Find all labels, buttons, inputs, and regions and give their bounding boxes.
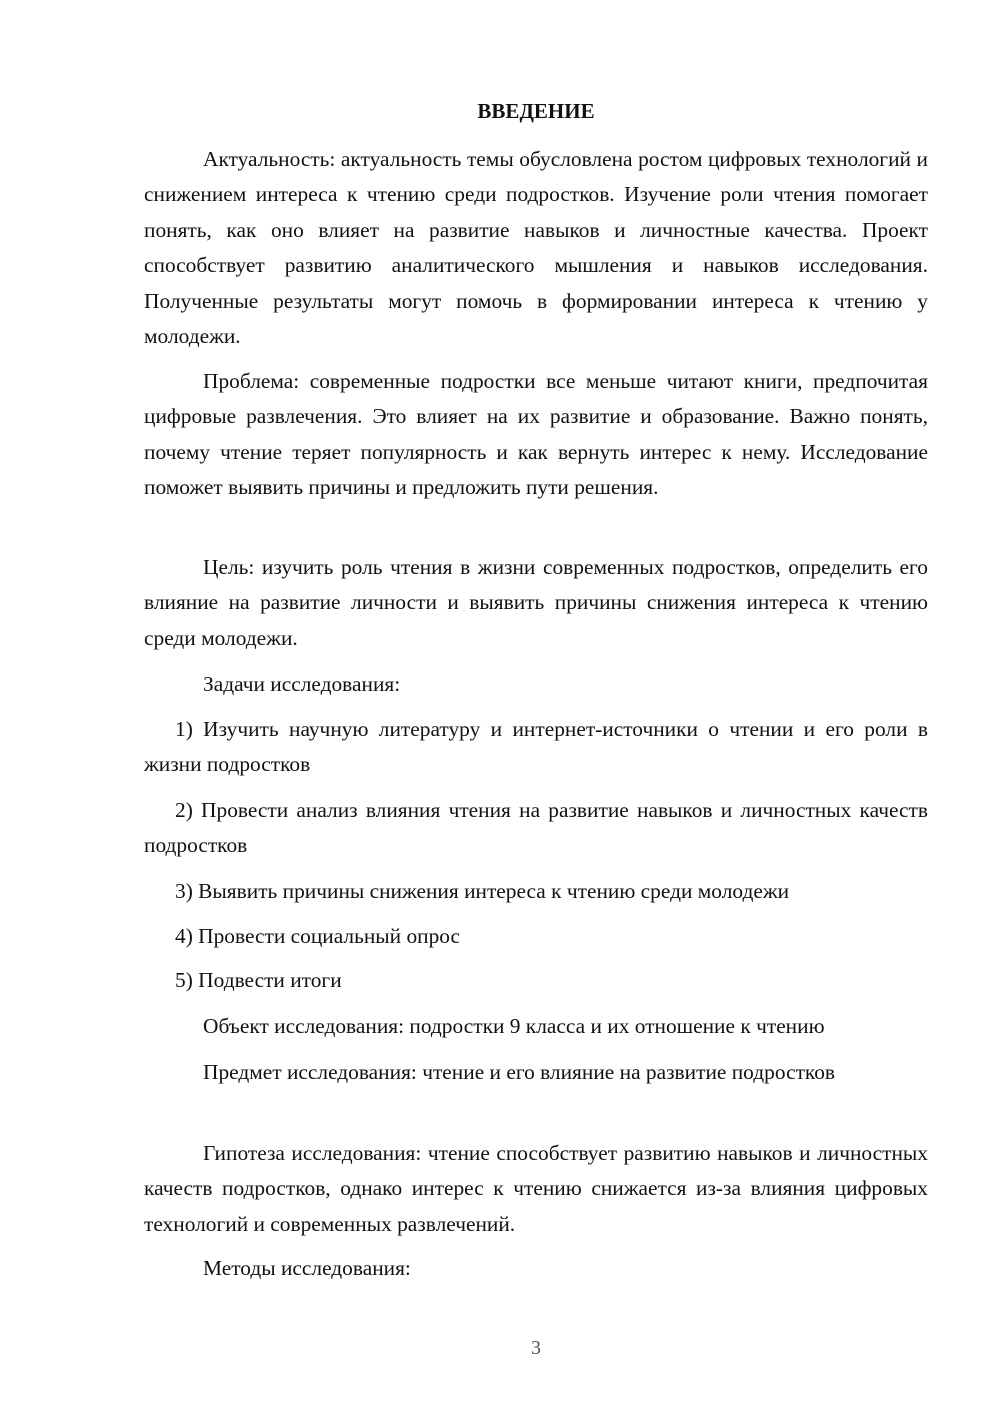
- task-item-5: 5) Подвести итоги: [175, 968, 342, 992]
- paragraph-object: Объект исследования: подростки 9 класса и их отношение к чтению: [203, 1014, 825, 1038]
- paragraph-subject: Предмет исследования: чтение и его влияние на развитие подростков: [203, 1060, 836, 1084]
- paragraph-methods: Методы исследования:: [203, 1256, 411, 1280]
- task-item-3: 3) Выявить причины снижения интереса к чтению среди молодежи: [175, 879, 790, 903]
- page-number: 3: [531, 1337, 541, 1359]
- paragraph-relevance: Актуальность: актуальность темы обусловлена ростом цифровых технологий и снижением интереса к чтению среди подростков. Изучение роли чтения помогает понять, как оно влияет на развитие навыков и личностные качества. Проект способствует развитию аналитического мышления и навыков исследования. Полученные результаты могут помочь в формировании интереса к чтению у молодежи.: [144, 147, 928, 349]
- task-item-2: 2) Провести анализ влияния чтения на развитие навыков и личностных качеств подростков: [144, 798, 928, 858]
- paragraph-tasks-heading: Задачи исследования:: [203, 672, 401, 696]
- paragraph-goal: Цель: изучить роль чтения в жизни современных подростков, определить его влияние на развитие личности и выявить причины снижения интереса к чтению среди молодежи.: [144, 555, 928, 650]
- section-heading: ВВЕДЕНИЕ: [477, 99, 595, 123]
- task-item-1: 1) Изучить научную литературу и интернет-источники о чтении и его роли в жизни подростков: [144, 717, 928, 777]
- task-item-4: 4) Провести социальный опрос: [175, 924, 461, 948]
- paragraph-hypothesis: Гипотеза исследования: чтение способствует развитию навыков и личностных качеств подростков, однако интерес к чтению снижается из-за влияния цифровых технологий и современных развлечений.: [144, 1141, 928, 1236]
- paragraph-problem: Проблема: современные подростки все меньше читают книги, предпочитая цифровые развлечения. Это влияет на их развитие и образование. Важно понять, почему чтение теряет популярность и как вернуть интерес к нему. Исследование поможет выявить причины и предложить пути решения.: [144, 369, 928, 500]
